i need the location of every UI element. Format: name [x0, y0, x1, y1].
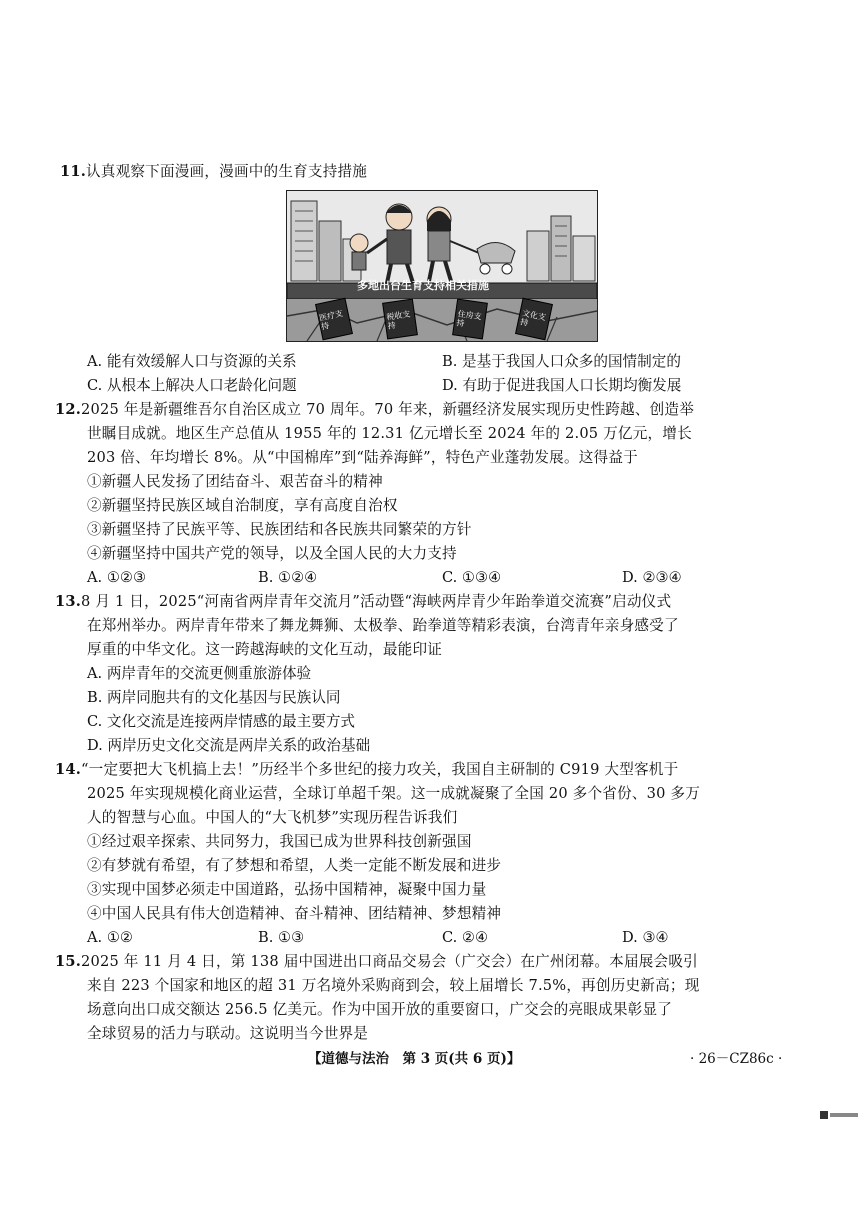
q13-stem-line-1 [55, 590, 671, 614]
q14-item-2: ②有梦就有希望，有了梦想和希望，人类一定能不断发展和进步 [87, 857, 502, 874]
question-text: 2025 年是新疆维吾尔自治区成立 70 周年。70 年来，新疆经济发展实现历史性跨越、创造举 [81, 401, 695, 418]
q15-stem-line-1 [55, 950, 698, 974]
q14-option-a: A. ①② [87, 929, 133, 946]
q14-item-3: ③实现中国梦必须走中国道路，弘扬中国精神，凝聚中国力量 [87, 881, 487, 898]
paper-code: · 26－CZ86c · [690, 1051, 783, 1067]
q14-option-d: D. ③④ [622, 929, 669, 946]
q12-item-3: ③新疆坚持了民族平等、民族团结和各民族共同繁荣的方针 [87, 521, 472, 538]
cartoon-board-tax: 税收支持 [385, 309, 411, 331]
q11-stem [60, 160, 367, 184]
q13-option-b: B. 两岸同胞共有的文化基因与民族认同 [87, 689, 341, 706]
birth-support-cartoon [286, 190, 598, 342]
question-number: 14. [55, 761, 81, 778]
q12-option-d: D. ②③④ [622, 569, 682, 586]
q14-option-b: B. ①③ [258, 929, 305, 946]
q13-stem-line-3: 厚重的中华文化。这一跨越海峡的文化互动，最能印证 [87, 641, 443, 658]
q11-option-c: C. 从根本上解决人口老龄化问题 [87, 377, 297, 394]
cartoon-banner: 多地出台生育支持相关措施 [357, 279, 489, 292]
q11-option-b: B. 是基于我国人口众多的国情制定的 [442, 353, 681, 370]
q14-stem-line-3: 人的智慧与心血。中国人的“大飞机梦”实现历程告诉我们 [87, 809, 458, 826]
q14-item-4: ④中国人民具有伟大创造精神、奋斗精神、团结精神、梦想精神 [87, 905, 502, 922]
q14-stem-line-2: 2025 年实现规模化商业运营，全球订单超千架。这一成就凝聚了全国 20 多个省份、30 多万 [87, 785, 701, 802]
q13-option-a: A. 两岸青年的交流更侧重旅游体验 [87, 665, 312, 682]
page-footer: 【道德与法治 第 3 页(共 6 页)】 [308, 1051, 521, 1067]
q11-option-a: A. 能有效缓解人口与资源的关系 [87, 353, 297, 370]
q12-stem-line-2: 世瞩目成就。地区生产总值从 1955 年的 12.31 亿元增长至 2024 年的 2.05 万亿元，增长 [87, 425, 692, 442]
question-number: 13. [55, 593, 81, 610]
question-number: 12. [55, 401, 81, 418]
question-text: “一定要把大飞机搞上去！”历经半个多世纪的接力攻关，我国自主研制的 C919 大型客机于 [81, 761, 679, 778]
q15-stem-line-2: 来自 223 个国家和地区的超 31 万名境外采购商到会，较上届增长 7.5%，再创历史新高；现 [87, 977, 700, 994]
q14-item-1: ①经过艰辛探索、共同努力，我国已成为世界科技创新强国 [87, 833, 472, 850]
question-text: 2025 年 11 月 4 日，第 138 届中国进出口商品交易会（广交会）在广州闭幕。本届展会吸引 [81, 953, 698, 970]
q12-option-b: B. ①②④ [258, 569, 318, 586]
q13-stem-line-2: 在郑州举办。两岸青年带来了舞龙舞狮、太极拳、跆拳道等精彩表演，台湾青年亲身感受了 [87, 617, 679, 634]
q15-stem-line-3: 场意向出口成交额达 256.5 亿美元。作为中国开放的重要窗口，广交会的亮眼成果彰显了 [87, 1001, 673, 1018]
q11-option-d: D. 有助于促进我国人口长期均衡发展 [442, 377, 682, 394]
cartoon-board-housing: 住房支持 [455, 309, 483, 329]
cartoon-board-medical: 医疗支持 [318, 308, 344, 332]
q12-option-a: A. ①②③ [87, 569, 147, 586]
q12-item-1: ①新疆人民发扬了团结奋斗、艰苦奋斗的精神 [87, 473, 383, 490]
q13-option-c: C. 文化交流是连接两岸情感的最主要方式 [87, 713, 356, 730]
q13-option-d: D. 两岸历史文化交流是两岸关系的政治基础 [87, 737, 371, 754]
q12-stem-line-3: 203 倍、年均增长 8%。从“中国棉库”到“陆养海鲜”，特色产业蓬勃发展。这得益于 [87, 449, 638, 466]
q15-stem-line-4: 全球贸易的活力与联动。这说明当今世界是 [87, 1025, 369, 1042]
cartoon-board-culture: 文化支持 [519, 308, 547, 328]
q12-item-2: ②新疆坚持民族区域自治制度，享有高度自治权 [87, 497, 398, 514]
q12-option-c: C. ①③④ [442, 569, 502, 586]
question-number: 15. [55, 953, 81, 970]
question-number: 11. [60, 163, 86, 180]
question-text: 认真观察下面漫画，漫画中的生育支持措施 [86, 163, 368, 180]
question-text: 8 月 1 日，2025“河南省两岸青年交流月”活动暨“海峡两岸青少年跆拳道交流赛”启动仪式 [81, 593, 672, 610]
scanner-watermark-icon [820, 1110, 860, 1120]
q14-option-c: C. ②④ [442, 929, 489, 946]
q14-stem-line-1 [55, 758, 678, 782]
q12-stem-line-1 [55, 398, 694, 422]
q12-item-4: ④新疆坚持中国共产党的领导，以及全国人民的大力支持 [87, 545, 457, 562]
